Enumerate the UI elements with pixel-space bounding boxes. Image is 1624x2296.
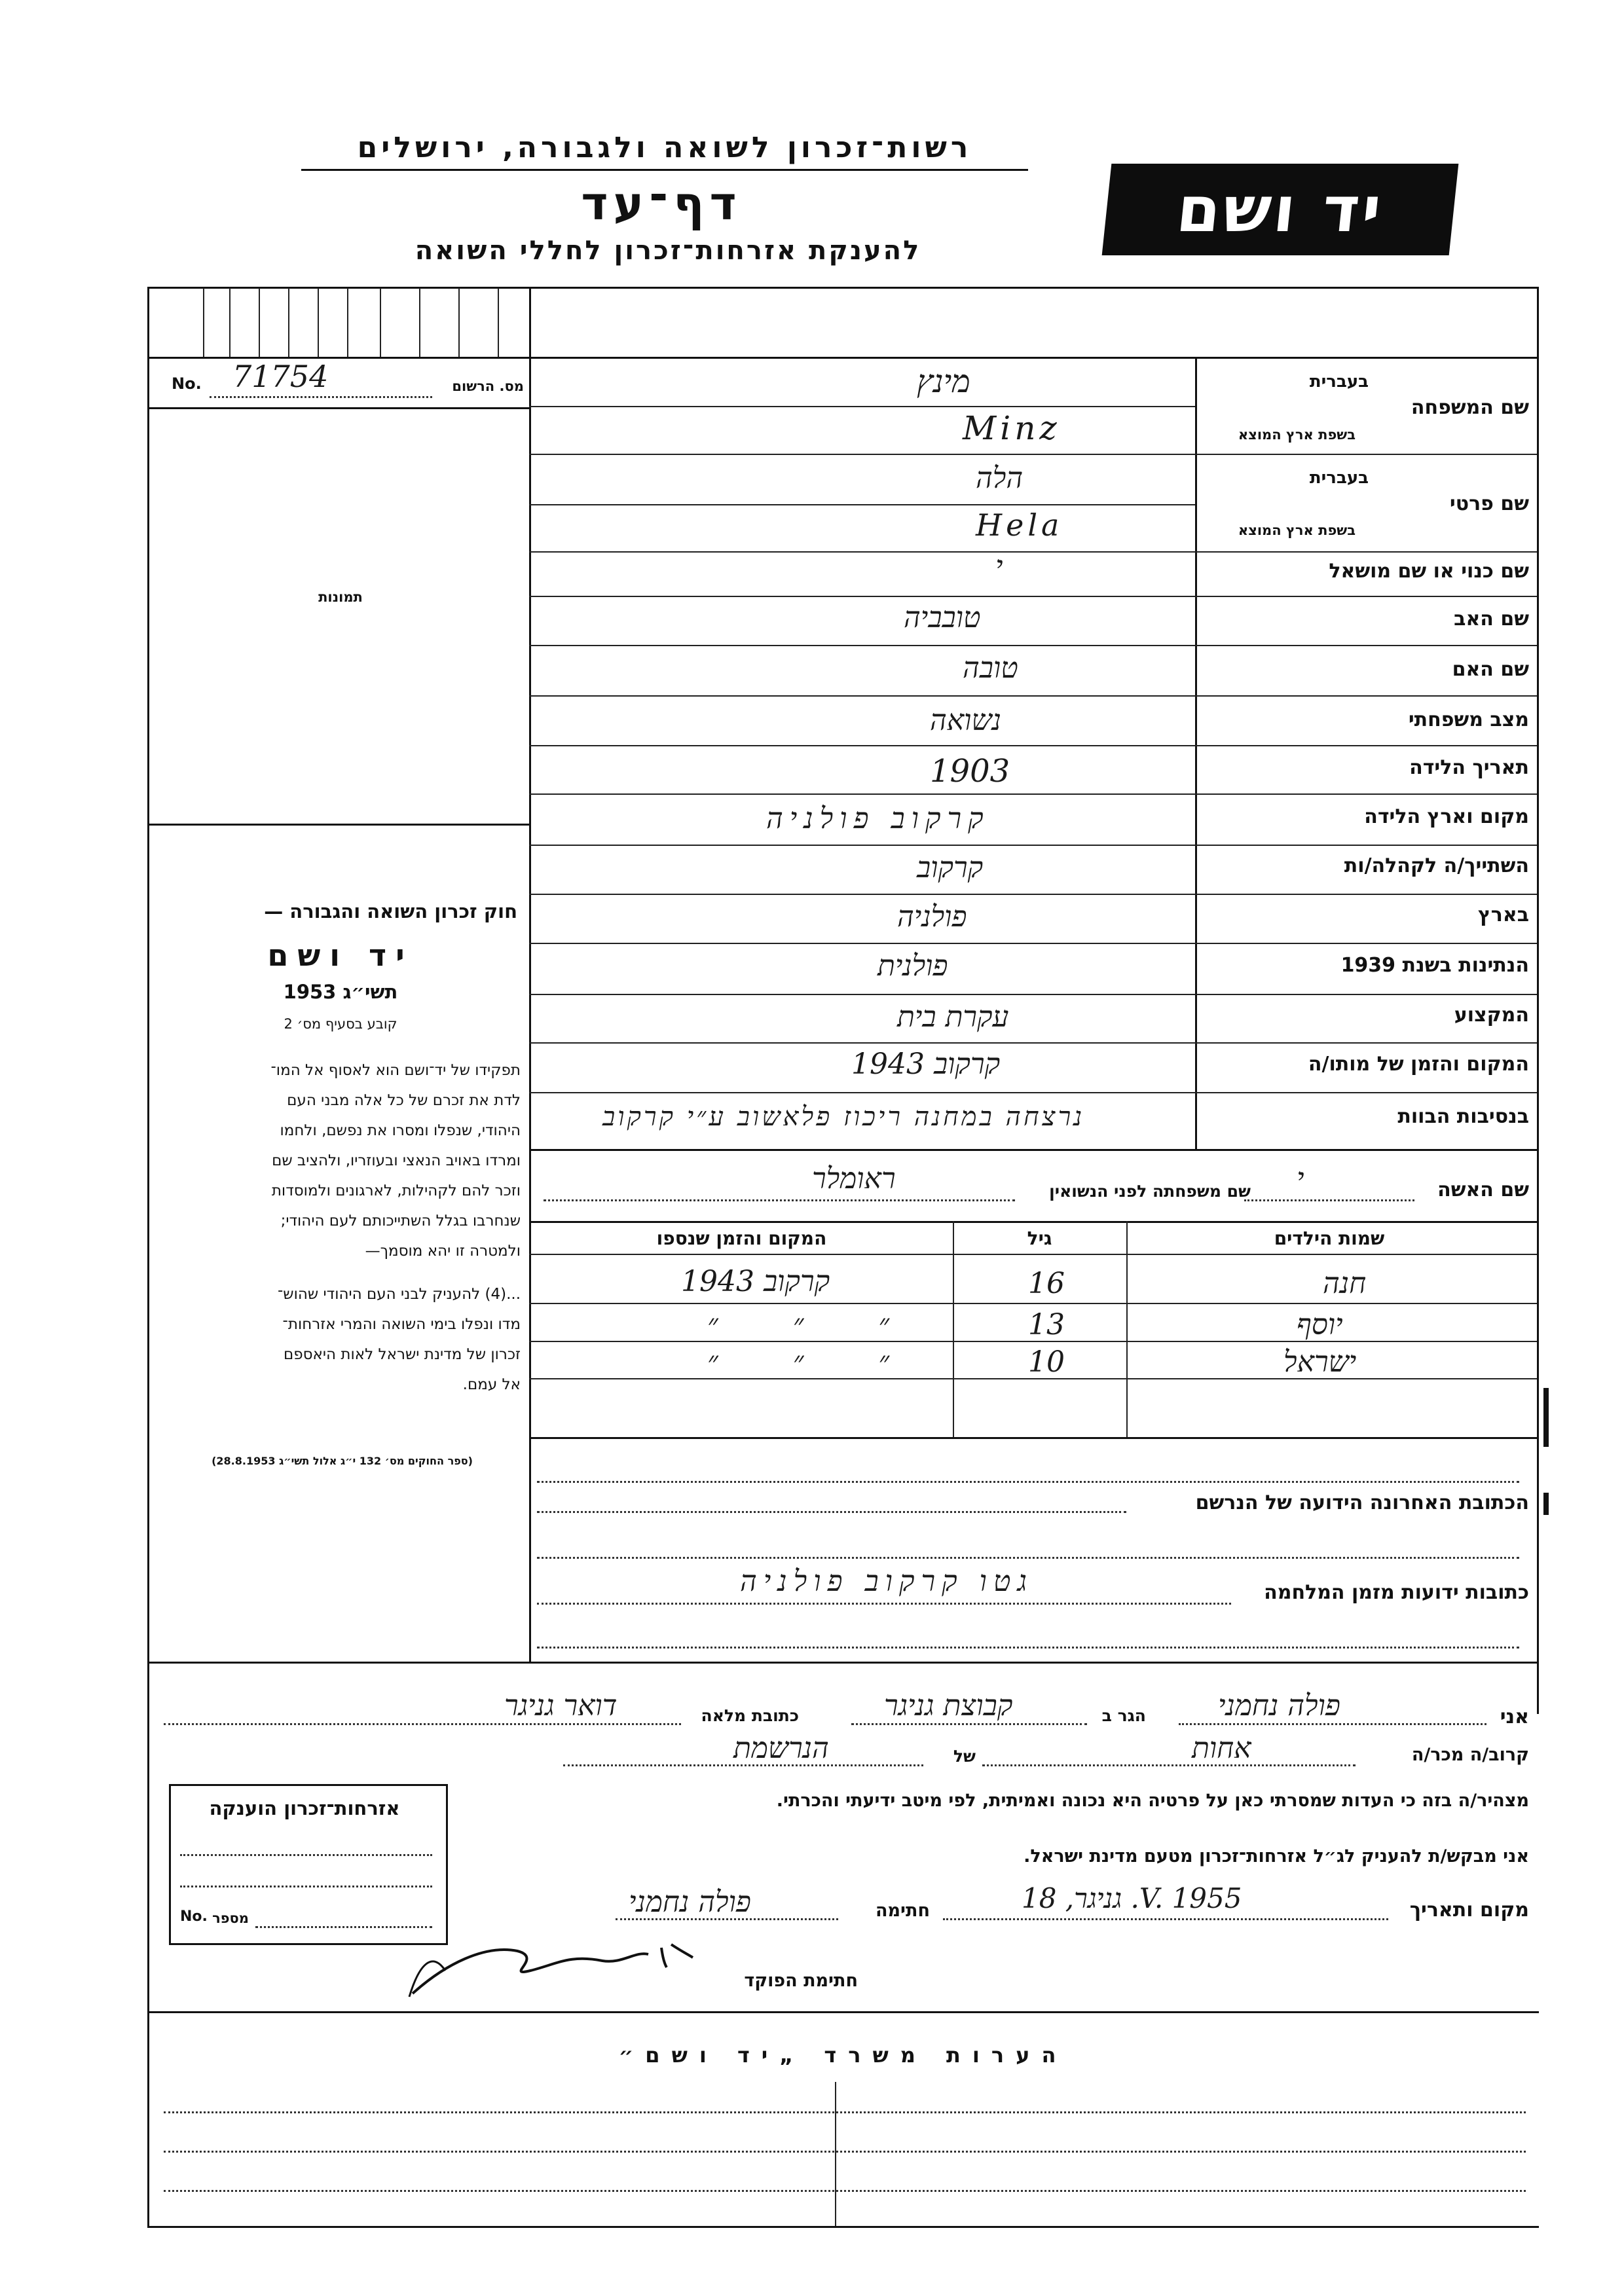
child-place: קרקוב 1943: [681, 1265, 830, 1298]
community-value: קרקוב: [917, 851, 984, 884]
children-age-header: גיל: [1027, 1228, 1052, 1249]
citizenship-value: פולנית: [877, 949, 948, 983]
marital-value: נשואה: [930, 704, 1001, 737]
law-clause: קובע בסעיף מס׳ 2: [284, 1016, 397, 1032]
law-year: תשי״ג 1953: [283, 981, 398, 1003]
circumstances-label: בנסיבות הבוות: [1397, 1105, 1529, 1128]
child-name: חנה: [1323, 1267, 1367, 1300]
mother-value: טובה: [963, 651, 1018, 685]
place-date-label: מקום ותאריך: [1409, 1899, 1529, 1922]
mother-label: שם האם: [1452, 658, 1529, 681]
birth-place-label: מקום וארץ הלידה: [1364, 805, 1529, 828]
last-address-label: הכתובת האחרונה הידועה של הנרשם: [1195, 1491, 1529, 1514]
war-addresses-label: כתובות ידועות מזמן המלחמה: [1264, 1581, 1529, 1604]
form-title: דף־עד: [581, 177, 742, 230]
office-remarks-title: הערות משרד „יד ושם״: [618, 2043, 1068, 2068]
law-name: יד ושם: [267, 938, 414, 973]
signature-label: חתימה: [875, 1901, 930, 1921]
photo-label: תמונות: [318, 589, 363, 605]
first-name-label: שם פרטי: [1449, 492, 1529, 515]
surname-origin-value: Minz: [963, 409, 1061, 447]
spouse-maiden-label: שם משפחתה לפני הנשואין: [1049, 1182, 1251, 1201]
authority-line: רשות־זכרון לשואה ולגבורה, ירושלים: [357, 131, 972, 164]
registry-label: מס. הרשום: [452, 378, 524, 394]
officer-signature-label: חתימת הפוקד: [744, 1971, 858, 1991]
spouse-maiden-value: ראומלר: [812, 1162, 896, 1195]
logo-text: יד ושם: [1173, 173, 1388, 246]
children-place-header: המקום והזמן שנספו: [656, 1228, 827, 1249]
law-p1-line: ומרדו באויב הנאצי ובעוזריו, ולהציב שם: [272, 1152, 521, 1169]
place-date-value: גניגר, 18 .V. 1955: [1022, 1882, 1242, 1914]
law-p1-line: וזכר להם לקהילות, לארגונים ולמוסדות: [271, 1182, 521, 1199]
child-place: ״ ״ ״: [707, 1308, 923, 1341]
declarant-declare: מצהיר/ה בזה כי העדות שמסרתי כאן על פרטיה היא נכונה ואמיתית, לפי מיטב ידיעתי והכרתי.: [776, 1791, 1529, 1811]
law-p2-line: זכרון של מדינת ישראל לאות היאספם: [283, 1346, 521, 1363]
registry-number: 71754: [232, 359, 329, 394]
birth-date-value: 1903: [930, 753, 1010, 790]
country-label: בארץ: [1477, 903, 1529, 926]
declarant-of-value: הנרשמת: [733, 1732, 829, 1765]
declarant-of-label: של: [953, 1747, 976, 1766]
citizenship-box-title: אזרחות־זכרון הוענקה: [209, 1797, 400, 1819]
law-source: (ספר החוקים מס׳ 132 י״ג אלול תשי״ג 28.8.1953): [212, 1455, 473, 1467]
law-p1-line: תפקידו של יד־ושם הוא לאסוף אל המו־: [270, 1062, 521, 1079]
law-p1-line: לדת את זכרם של כל אלה מבני העם: [287, 1092, 521, 1109]
child-age: 16: [1028, 1267, 1065, 1300]
country-value: פולניה: [897, 900, 967, 934]
law-p2-line: ...(4) להעניק לבני העם היהודי שהוש־: [278, 1286, 521, 1303]
nickname-label: שם כנוי או שם מושאל: [1329, 560, 1529, 583]
circumstances-value: נרצחה במחנה ריכוז פלאשוב ע״י קרקוב: [602, 1102, 1085, 1132]
law-title: חוק זכרון השואה והגבורה —: [264, 900, 517, 922]
surname-label: שם המשפחה: [1411, 396, 1529, 419]
community-label: השתייך/ה לקהלה/ות: [1344, 854, 1529, 877]
profession-label: המקצוע: [1454, 1004, 1529, 1027]
child-name: יוסף: [1297, 1308, 1343, 1341]
war-addresses-value: גטו קרקוב פולניה: [740, 1565, 1034, 1598]
child-name: ישראל: [1283, 1345, 1357, 1379]
law-p2-line: אל עמם.: [462, 1376, 521, 1393]
birth-date-label: תאריך הלידה: [1409, 756, 1529, 779]
first-name-origin-value: Hela: [976, 507, 1063, 543]
declarant-name: פולה נחמני: [1218, 1689, 1340, 1722]
father-label: שם האב: [1454, 608, 1529, 630]
surname-hebrew-value: מינץ: [917, 363, 970, 400]
declarant-request: אני מבקש/ת להעניק לג״ל אזרחות־זכרון מטעם מדינת ישראל.: [1024, 1846, 1529, 1867]
citizenship-box-number-label: מספר: [212, 1910, 249, 1926]
declarant-relation-value: אחות: [1192, 1732, 1251, 1765]
first-name-hebrew-value: הלה: [976, 462, 1024, 495]
declarant-i-label: אני: [1500, 1705, 1529, 1728]
law-p1-line: היהודי, שנפלו ומסרו את נפשם, ולחמו: [280, 1122, 521, 1139]
law-p2-line: מדו ונפלו בימי השואה והמרי אזרחות־: [282, 1316, 521, 1333]
declarant-address-label: כתובת מלאה: [701, 1706, 799, 1725]
law-p1-line: ולמטרה זו יהא מוסמך—: [365, 1243, 521, 1260]
death-value: קרקוב 1943: [851, 1048, 1001, 1081]
father-value: טובביה: [904, 601, 981, 634]
nickname-value: י: [995, 550, 1003, 583]
death-label: המקום והזמן של מותו/ה: [1308, 1053, 1529, 1076]
law-p1-line: שנחרבו בגלל השתייכותם לעם היהודי;: [280, 1212, 521, 1230]
children-names-header: שמות הילדים: [1274, 1228, 1385, 1249]
citizenship-box-no: No.: [180, 1908, 208, 1925]
child-age: 13: [1028, 1308, 1065, 1341]
form-subtitle: להענקת אזרחות־זכרון לחללי השואה: [415, 236, 921, 266]
surname-origin-sub: בשפת ארץ המוצא: [1238, 427, 1356, 443]
child-age: 10: [1028, 1345, 1065, 1379]
registry-no-prefix: No.: [172, 374, 202, 393]
declarant-resides-value: קבוצת גניגר: [884, 1689, 1013, 1722]
officer-signature: [406, 1925, 694, 2003]
child-place: ״ ״ ״: [707, 1345, 923, 1379]
declarant-resides-label: הגר ב: [1101, 1706, 1146, 1725]
declarant-relation-label: קרוב/ה מכר/ה: [1411, 1745, 1529, 1765]
signature-value: פולה נחמני: [629, 1886, 751, 1919]
declarant-address-value: דואר גניגר: [504, 1689, 618, 1722]
first-name-hebrew-sub: בעברית: [1309, 468, 1369, 488]
citizenship-label: הנתינות בשנת 1939: [1340, 954, 1529, 977]
profession-value: עקרת בית: [897, 1000, 1009, 1034]
birth-place-value: קרקוב פולניה: [766, 802, 990, 835]
surname-hebrew-sub: בעברית: [1309, 372, 1369, 392]
spouse-value: י: [1297, 1162, 1304, 1195]
marital-label: מצב משפחתי: [1408, 708, 1529, 731]
first-name-origin-sub: בשפת ארץ המוצא: [1238, 522, 1356, 538]
yad-vashem-logo: [1102, 164, 1459, 255]
spouse-label: שם האשה: [1437, 1178, 1529, 1201]
